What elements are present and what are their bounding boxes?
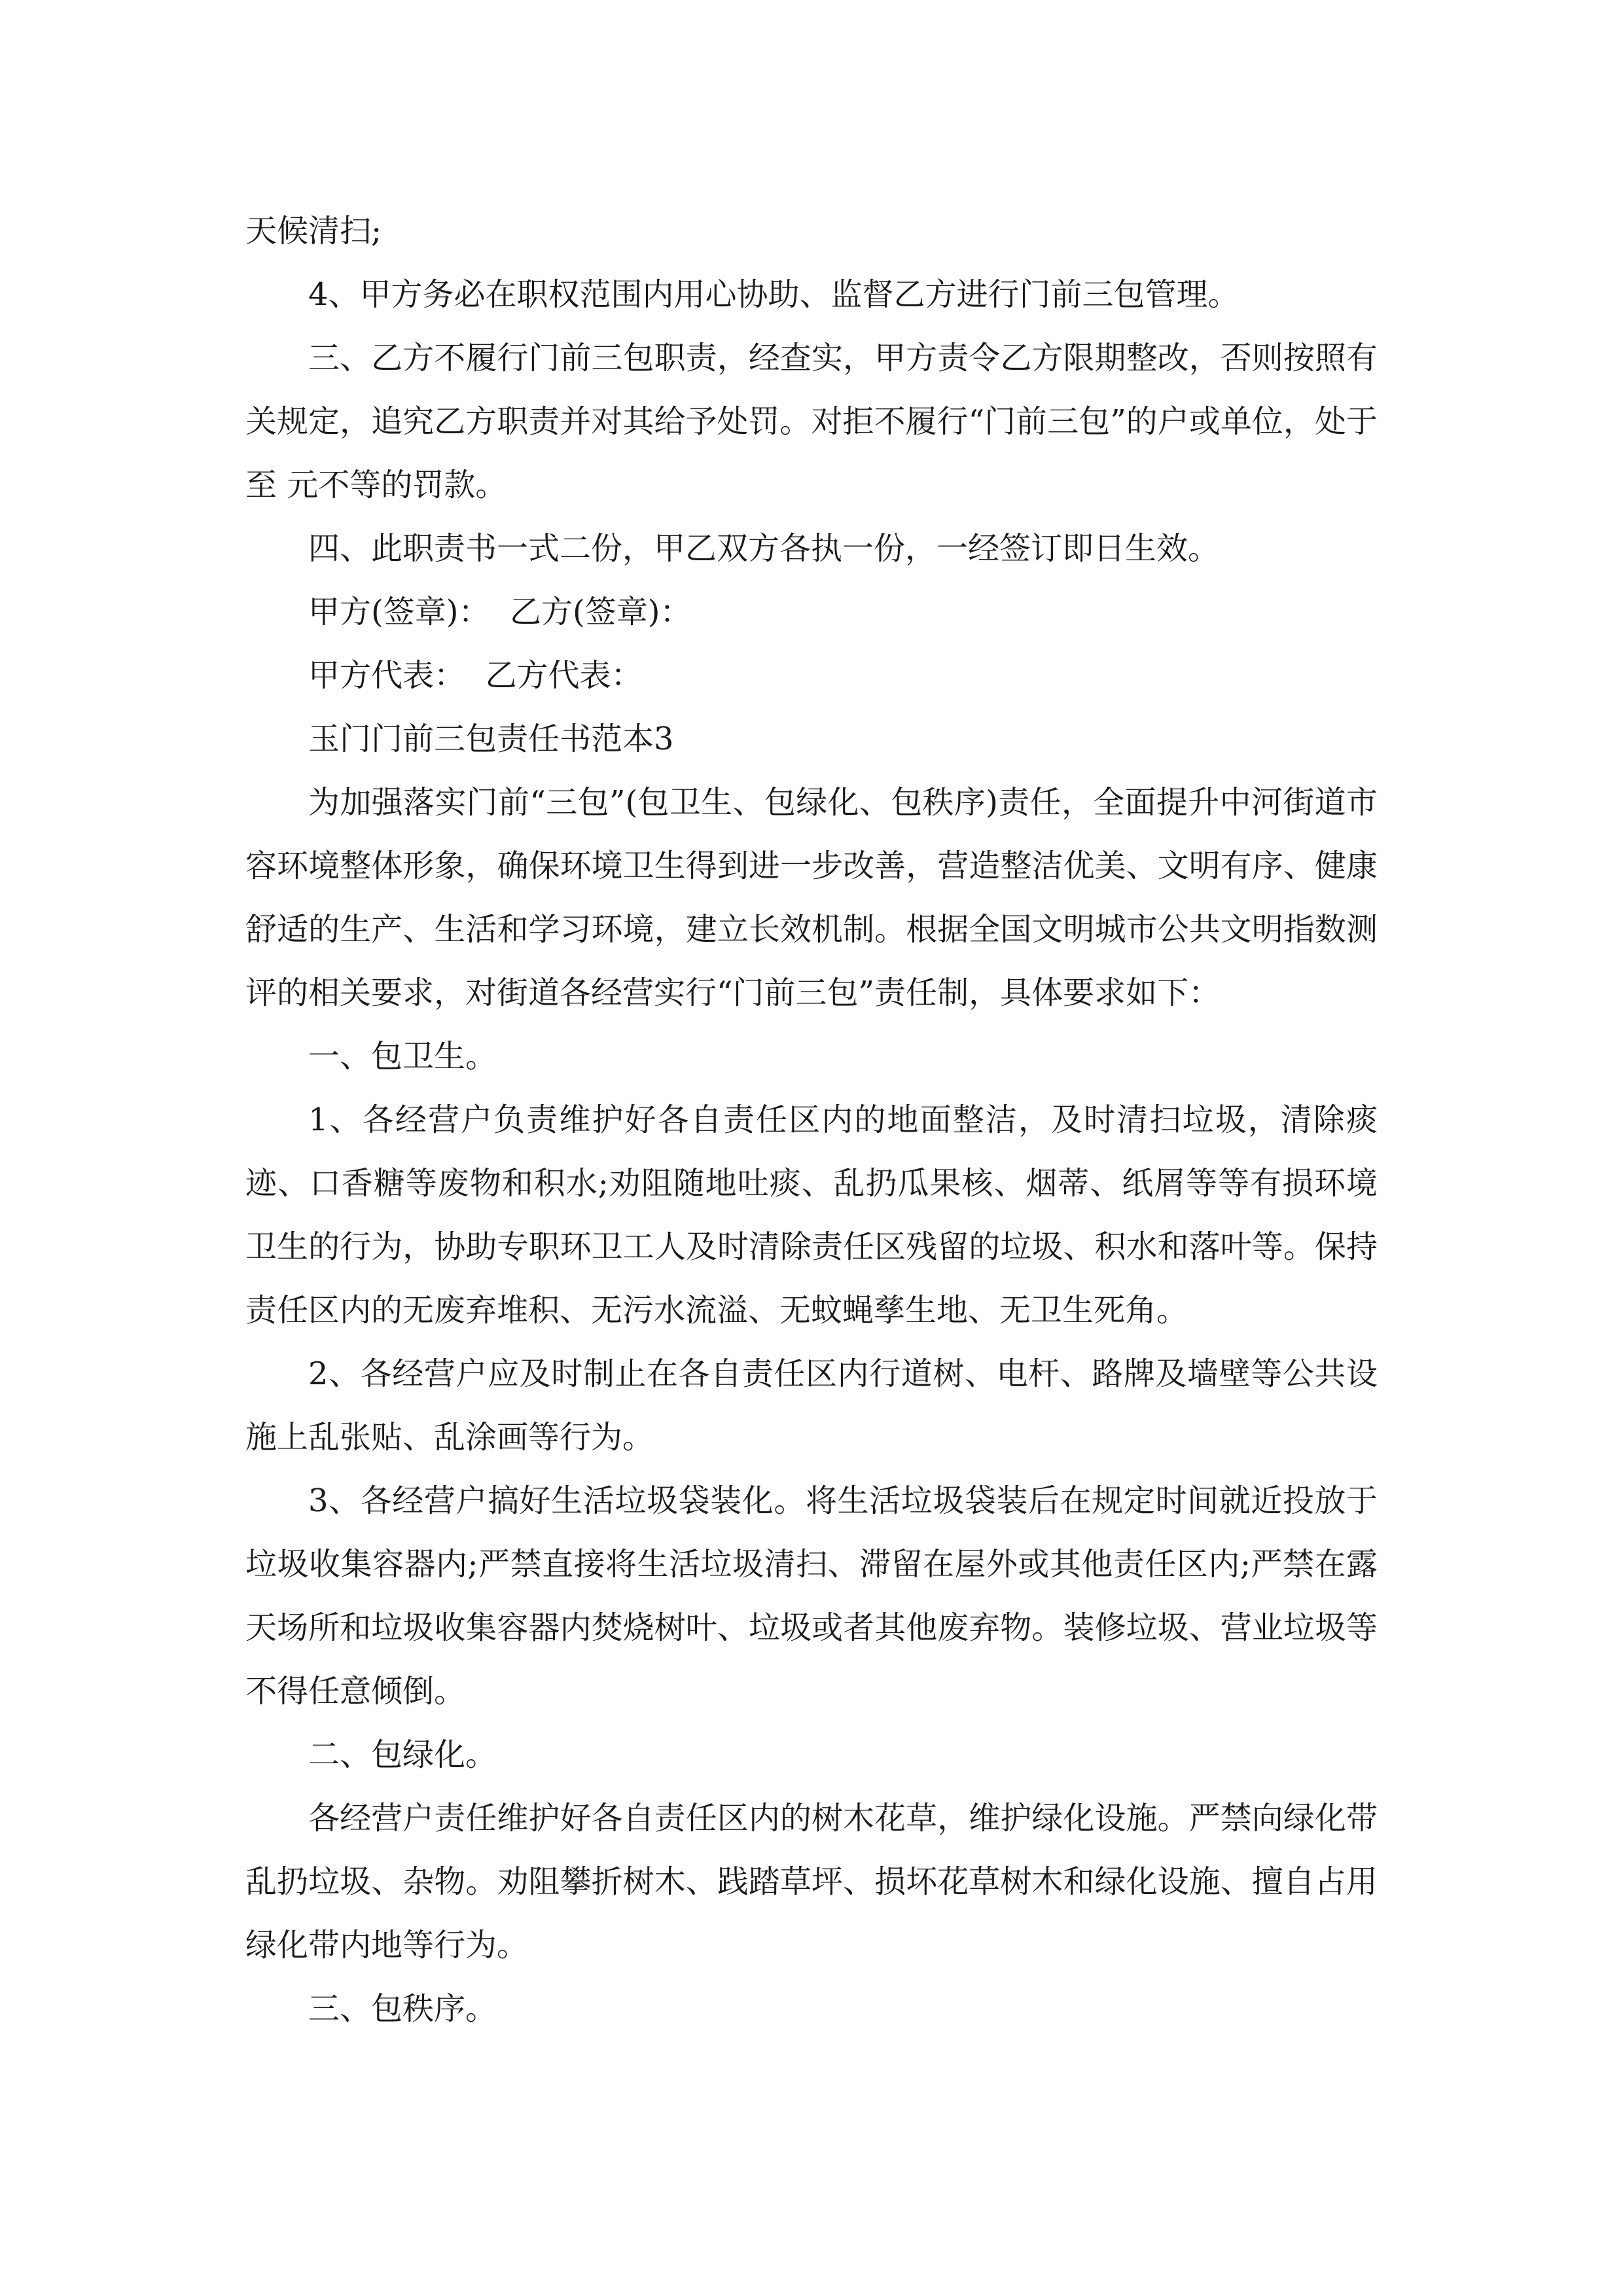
paragraph-continuation: 天候清扫; — [245, 213, 382, 249]
paragraph-greening: 各经营户责任维护好各自责任区内的树木花草，维护绿化设施。严禁向绿化带乱扔垃圾、杂物。劝阻攀折树木、践踏草坪、损坏花草树木和绿化设施、擅自占用绿化带内地等行为。 — [245, 1800, 1378, 1964]
paragraph-intro: 为加强落实门前“三包”(包卫生、包绿化、包秩序)责任，全面提升中河街道市容环境整体形象，确保环境卫生得到进一步改善，营造整洁优美、文明有序、健康舒适的生产、生活和学习环境，建立长效机制。根据全国文明城市公共文明指数测评的相关要求，对街道各经营实行“门前三包”责任制，具体要求如下： — [245, 784, 1378, 1011]
paragraph-hygiene-2: 2、各经营户应及时制止在各自责任区内行道树、电杆、路牌及墙壁等公共设施上乱张贴、乱涂画等行为。 — [245, 1355, 1378, 1456]
paragraph-section-4-effective: 四、此职责书一式二份，甲乙双方各执一份，一经签订即日生效。 — [308, 530, 1220, 567]
document-body — [245, 200, 1378, 2041]
heading-order: 三、包秩序。 — [308, 1990, 497, 2027]
heading-hygiene: 一、包卫生。 — [308, 1038, 497, 1075]
paragraph-hygiene-1: 1、各经营户负责维护好各自责任区内的地面整洁，及时清扫垃圾，清除痰迹、口香糖等废物和积水;劝阻随地吐痰、乱扔瓜果核、烟蒂、纸屑等等有损环境卫生的行为，协助专职环卫工人及时清除责任区残留的垃圾、积水和落叶等。保持责任区内的无废弃堆积、无污水流溢、无蚊蝇孳生地、无卫生死角。 — [245, 1102, 1378, 1329]
heading-greening: 二、包绿化。 — [308, 1736, 497, 1773]
signature-line: 甲方(签章)： 乙方(签章)： — [308, 594, 692, 630]
paragraph-section-3-penalty: 三、乙方不履行门前三包职责，经查实，甲方责令乙方限期整改，否则按照有关规定，追究乙方职责并对其给予处罚。对拒不履行“门前三包”的户或单位，处于 至 元不等的罚款。 — [245, 340, 1378, 503]
paragraph-clause-4: 4、甲方务必在职权范围内用心协助、监督乙方进行门前三包管理。 — [308, 276, 1240, 313]
representative-line: 甲方代表： 乙方代表： — [308, 657, 643, 694]
document-subtitle: 玉门门前三包责任书范本3 — [308, 721, 674, 757]
paragraph-hygiene-3: 3、各经营户搞好生活垃圾袋装化。将生活垃圾袋装后在规定时间就近投放于垃圾收集容器内;严禁直接将生活垃圾清扫、滞留在屋外或其他责任区内;严禁在露天场所和垃圾收集容器内焚烧树叶、垃圾或者其他废弃物。装修垃圾、营业垃圾等不得任意倾倒。 — [245, 1482, 1378, 1710]
